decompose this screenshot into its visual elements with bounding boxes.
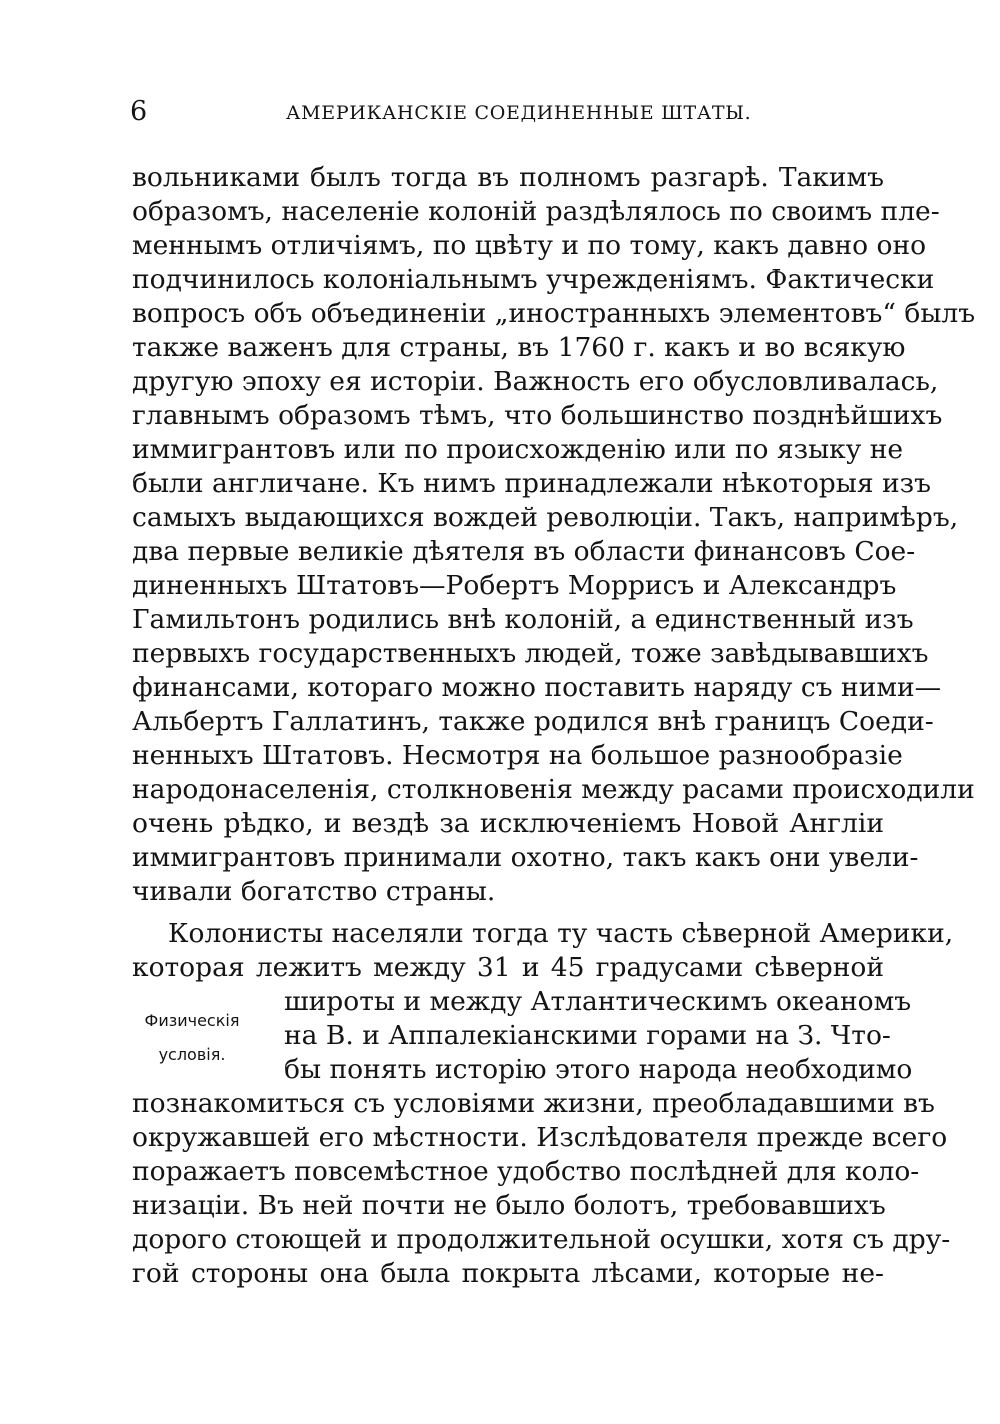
text-line: на В. и Аппалекіанскими горами на З. Что- — [284, 1020, 891, 1051]
text-line: первыхъ государственныхъ людей, тоже завѣдывавшихъ — [132, 638, 929, 669]
text-line: диненныхъ Штатовъ—Робертъ Моррисъ и Александръ — [132, 570, 897, 601]
text-line: гой стороны она была покрыта лѣсами, которые не- — [132, 1258, 884, 1289]
margin-note-line: условія. — [158, 1045, 226, 1064]
text-line: самыхъ выдающихся вождей революціи. Такъ, напримѣръ, — [132, 502, 959, 533]
page-number: 6 — [130, 96, 148, 127]
text-line: дорого стоющей и продолжительной осушки, хотя съ дру- — [132, 1224, 951, 1255]
text-line: вопросъ объ объединеніи „иностранныхъ элементовъ“ былъ — [132, 298, 976, 329]
text-line: ненныхъ Штатовъ. Несмотря на большое разнообразіе — [132, 740, 903, 771]
text-line: Гамильтонъ родились внѣ колоній, а единственный изъ — [132, 604, 914, 635]
text-line: другую эпоху ея исторіи. Важность его обусловливалась, — [132, 366, 939, 397]
text-line: Альбертъ Галлатинъ, также родился внѣ границъ Соеди- — [132, 706, 934, 737]
text-line: очень рѣдко, и вездѣ за исключеніемъ Новой Англіи — [132, 808, 884, 839]
text-line: широты и между Атлантическимъ океаномъ — [284, 986, 912, 1017]
text-line: главнымъ образомъ тѣмъ, что большинство позднѣйшихъ — [132, 400, 943, 431]
text-line: Колонисты населяли тогда ту часть сѣверной Америки, — [168, 918, 954, 949]
text-line: поражаетъ повсемѣстное удобство послѣдней для коло- — [132, 1156, 920, 1187]
text-line: меннымъ отличіямъ, по цвѣту и по тому, какъ давно оно — [132, 230, 927, 261]
running-head: АМЕРИКАНСКІЕ СОЕДИНЕННЫЕ ШТАТЫ. — [286, 102, 752, 124]
text-line: образомъ, населеніе колоній раздѣлялось по своимъ пле- — [132, 196, 940, 227]
text-line: которая лежитъ между 31 и 45 градусами сѣверной — [132, 952, 884, 983]
margin-note — [132, 1004, 252, 1072]
text-line: подчинилось колоніальнымъ учрежденіямъ. Фактически — [132, 264, 935, 295]
text-line: иммигрантовъ принимали охотно, такъ какъ они увели- — [132, 842, 919, 873]
text-line: вольниками былъ тогда въ полномъ разгарѣ. Такимъ — [132, 162, 884, 193]
text-line: познакомиться съ условіями жизни, преобладавшими въ — [132, 1088, 935, 1119]
text-line: народонаселенія, столкновенія между расами происходили — [132, 774, 975, 805]
text-line: были англичане. Къ нимъ принадлежали нѣкоторыя изъ — [132, 468, 931, 499]
text-line: окружавшей его мѣстности. Изслѣдователя прежде всего — [132, 1122, 948, 1153]
text-line: бы понять исторію этого народа необходимо — [284, 1054, 913, 1085]
text-line: иммигрантовъ или по происхожденію или по языку не — [132, 434, 904, 465]
text-line: финансами, котораго можно поставить наряду съ ними— — [132, 672, 942, 703]
text-line: низаціи. Въ ней почти не было болотъ, требовавшихъ — [132, 1190, 886, 1221]
text-line: два первые великіе дѣятеля въ области финансовъ Сое- — [132, 536, 916, 567]
text-line: чивали богатство страны. — [132, 876, 496, 907]
text-line: также важенъ для страны, въ 1760 г. какъ и во всякую — [132, 332, 906, 363]
margin-note-line: Физическія — [144, 1011, 240, 1030]
